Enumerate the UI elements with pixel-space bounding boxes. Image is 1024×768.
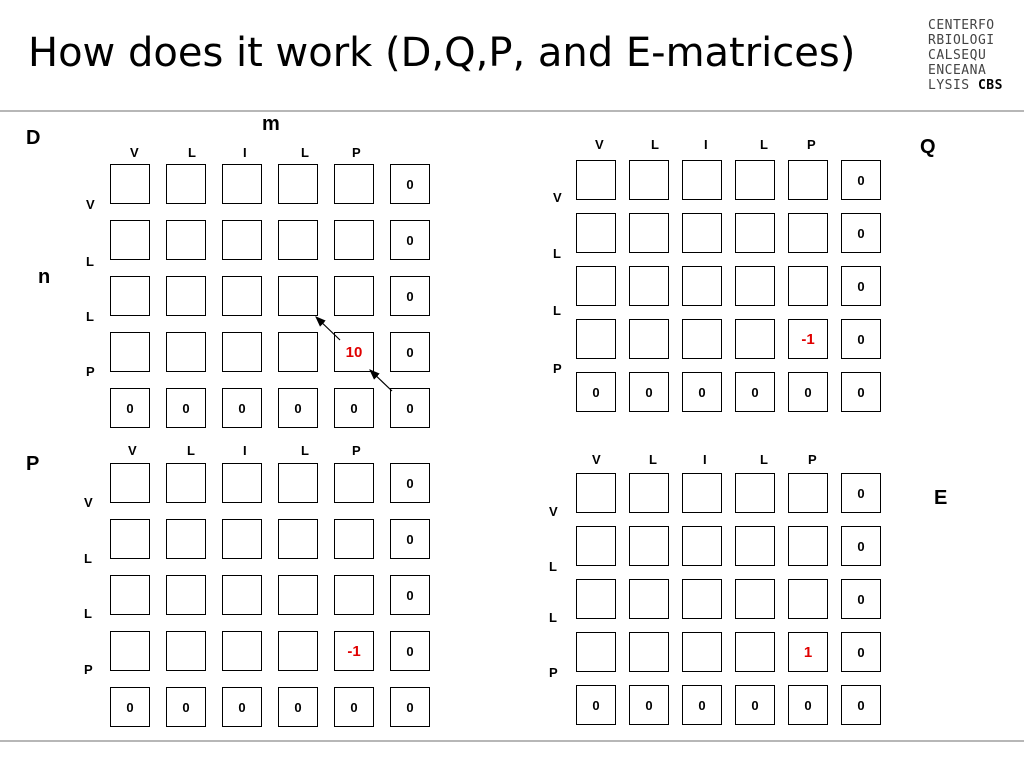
axis-label-n: n bbox=[38, 266, 51, 288]
matrix-cell: 0 bbox=[390, 631, 430, 671]
matrix-cell bbox=[110, 332, 150, 372]
matrix-cell bbox=[110, 276, 150, 316]
matrix-cell: 0 bbox=[629, 372, 669, 412]
matrix-cell bbox=[110, 220, 150, 260]
matrix-cell: -1 bbox=[334, 631, 374, 671]
matrix-cell bbox=[222, 276, 262, 316]
matrix-cell bbox=[682, 213, 722, 253]
row-header: L bbox=[549, 559, 557, 574]
column-header: L bbox=[760, 452, 768, 467]
column-header: P bbox=[352, 145, 361, 160]
matrix-cell bbox=[788, 473, 828, 513]
matrix-cell bbox=[334, 575, 374, 615]
matrix-cell: 0 bbox=[390, 463, 430, 503]
logo-line: CENTERFO bbox=[928, 18, 995, 33]
axis-label-m: m bbox=[262, 113, 280, 135]
logo-text: LYSIS bbox=[928, 78, 978, 93]
top-divider bbox=[0, 110, 1024, 112]
matrix-cell bbox=[576, 579, 616, 619]
logo-line: CALSEQU bbox=[928, 48, 987, 63]
matrix-cell: 0 bbox=[841, 213, 881, 253]
cbs-logo bbox=[928, 18, 1003, 93]
column-header: I bbox=[704, 137, 708, 152]
matrix-cell bbox=[166, 631, 206, 671]
matrix-cell bbox=[222, 463, 262, 503]
matrix-cell bbox=[110, 631, 150, 671]
column-header: P bbox=[808, 452, 817, 467]
matrix-cell: 0 bbox=[390, 519, 430, 559]
row-header: L bbox=[86, 309, 94, 324]
matrix-cell bbox=[166, 575, 206, 615]
matrix-name-d: D bbox=[26, 127, 41, 149]
matrix-cell bbox=[735, 266, 775, 306]
matrix-cell bbox=[629, 579, 669, 619]
matrix-cell bbox=[682, 579, 722, 619]
matrix-cell: 0 bbox=[841, 319, 881, 359]
row-header: V bbox=[549, 504, 558, 519]
matrix-cell bbox=[576, 266, 616, 306]
matrix-cell bbox=[576, 526, 616, 566]
matrix-cell bbox=[682, 473, 722, 513]
matrix-cell bbox=[166, 519, 206, 559]
matrix-cell bbox=[682, 319, 722, 359]
matrix-cell: 0 bbox=[735, 685, 775, 725]
matrix-cell bbox=[629, 213, 669, 253]
matrix-cell bbox=[222, 631, 262, 671]
matrix-cell bbox=[735, 213, 775, 253]
matrix-cell bbox=[788, 160, 828, 200]
matrix-cell bbox=[222, 164, 262, 204]
matrix-cell: 0 bbox=[110, 687, 150, 727]
matrix-cell bbox=[788, 266, 828, 306]
row-header: V bbox=[84, 495, 93, 510]
row-header: P bbox=[84, 662, 93, 677]
column-header: L bbox=[187, 443, 195, 458]
matrix-cell: 10 bbox=[334, 332, 374, 372]
matrix-cell bbox=[278, 276, 318, 316]
matrix-cell bbox=[110, 519, 150, 559]
matrix-cell bbox=[788, 526, 828, 566]
matrix-cell bbox=[278, 631, 318, 671]
column-header: L bbox=[188, 145, 196, 160]
matrix-cell bbox=[629, 319, 669, 359]
matrix-cell: 0 bbox=[841, 473, 881, 513]
row-header: L bbox=[549, 610, 557, 625]
column-header: P bbox=[807, 137, 816, 152]
matrix-cell bbox=[222, 519, 262, 559]
matrix-cell bbox=[278, 164, 318, 204]
matrix-cell bbox=[166, 332, 206, 372]
matrix-cell bbox=[334, 276, 374, 316]
matrix-cell bbox=[682, 526, 722, 566]
column-header: L bbox=[760, 137, 768, 152]
slide-title: How does it work (D,Q,P, and E-matrices) bbox=[28, 30, 856, 76]
matrix-cell: 0 bbox=[334, 687, 374, 727]
matrix-cell: 0 bbox=[841, 685, 881, 725]
matrix-cell bbox=[334, 463, 374, 503]
row-header: L bbox=[86, 254, 94, 269]
logo-line: ENCEANA bbox=[928, 63, 987, 78]
matrix-cell bbox=[788, 213, 828, 253]
matrix-cell bbox=[788, 579, 828, 619]
column-header: V bbox=[595, 137, 604, 152]
logo-line bbox=[928, 78, 1003, 93]
column-header: V bbox=[592, 452, 601, 467]
column-header: L bbox=[301, 145, 309, 160]
row-header: P bbox=[553, 361, 562, 376]
matrix-cell bbox=[278, 463, 318, 503]
matrix-cell: 0 bbox=[390, 687, 430, 727]
matrix-cell bbox=[334, 164, 374, 204]
matrix-cell: 0 bbox=[334, 388, 374, 428]
matrix-cell: 0 bbox=[110, 388, 150, 428]
row-header: L bbox=[553, 246, 561, 261]
matrix-name-q: Q bbox=[920, 136, 936, 158]
matrix-cell bbox=[334, 220, 374, 260]
matrix-cell: -1 bbox=[788, 319, 828, 359]
matrix-cell bbox=[110, 164, 150, 204]
matrix-cell: 0 bbox=[390, 575, 430, 615]
matrix-cell bbox=[682, 266, 722, 306]
matrix-cell bbox=[222, 332, 262, 372]
matrix-cell bbox=[682, 632, 722, 672]
row-header: P bbox=[86, 364, 95, 379]
matrix-cell bbox=[166, 463, 206, 503]
matrix-cell bbox=[222, 220, 262, 260]
matrix-cell: 0 bbox=[682, 685, 722, 725]
matrix-cell bbox=[278, 220, 318, 260]
matrix-cell bbox=[110, 575, 150, 615]
matrix-cell: 0 bbox=[576, 685, 616, 725]
row-header: V bbox=[553, 190, 562, 205]
matrix-cell bbox=[166, 220, 206, 260]
matrix-cell: 0 bbox=[841, 266, 881, 306]
row-header: P bbox=[549, 665, 558, 680]
matrix-cell bbox=[629, 526, 669, 566]
column-header: L bbox=[301, 443, 309, 458]
matrix-cell bbox=[629, 266, 669, 306]
row-header: L bbox=[84, 551, 92, 566]
matrix-cell: 0 bbox=[166, 687, 206, 727]
matrix-cell bbox=[576, 213, 616, 253]
matrix-cell bbox=[682, 160, 722, 200]
matrix-cell: 0 bbox=[278, 687, 318, 727]
row-header: L bbox=[84, 606, 92, 621]
matrix-cell bbox=[735, 319, 775, 359]
column-header: I bbox=[243, 443, 247, 458]
matrix-cell: 0 bbox=[390, 332, 430, 372]
matrix-cell bbox=[576, 319, 616, 359]
column-header: L bbox=[651, 137, 659, 152]
matrix-cell: 0 bbox=[390, 388, 430, 428]
matrix-cell: 0 bbox=[278, 388, 318, 428]
column-header: I bbox=[703, 452, 707, 467]
matrix-cell bbox=[735, 579, 775, 619]
column-header: V bbox=[128, 443, 137, 458]
matrix-cell bbox=[735, 160, 775, 200]
row-header: L bbox=[553, 303, 561, 318]
column-header: P bbox=[352, 443, 361, 458]
matrix-cell: 0 bbox=[841, 160, 881, 200]
matrix-cell bbox=[629, 473, 669, 513]
column-header: I bbox=[243, 145, 247, 160]
matrix-cell bbox=[576, 160, 616, 200]
matrix-cell bbox=[576, 632, 616, 672]
matrix-cell bbox=[334, 519, 374, 559]
matrix-cell: 0 bbox=[788, 685, 828, 725]
bottom-divider bbox=[0, 740, 1024, 742]
matrix-cell bbox=[576, 473, 616, 513]
matrix-cell bbox=[629, 632, 669, 672]
logo-line: RBIOLOGI bbox=[928, 33, 995, 48]
matrix-cell: 0 bbox=[390, 164, 430, 204]
matrix-cell bbox=[278, 332, 318, 372]
matrix-cell: 0 bbox=[735, 372, 775, 412]
matrix-cell bbox=[735, 526, 775, 566]
matrix-name-e: E bbox=[934, 487, 948, 509]
matrix-cell: 0 bbox=[629, 685, 669, 725]
matrix-cell bbox=[278, 519, 318, 559]
matrix-cell bbox=[629, 160, 669, 200]
logo-cbs: CBS bbox=[977, 78, 1003, 93]
matrix-cell: 0 bbox=[788, 372, 828, 412]
matrix-cell: 0 bbox=[841, 579, 881, 619]
matrix-cell: 0 bbox=[841, 372, 881, 412]
matrix-cell: 0 bbox=[390, 220, 430, 260]
matrix-cell: 0 bbox=[222, 388, 262, 428]
column-header: L bbox=[649, 452, 657, 467]
matrix-cell bbox=[222, 575, 262, 615]
matrix-cell: 0 bbox=[222, 687, 262, 727]
matrix-cell: 0 bbox=[841, 526, 881, 566]
matrix-cell bbox=[166, 276, 206, 316]
matrix-cell: 0 bbox=[576, 372, 616, 412]
matrix-cell bbox=[278, 575, 318, 615]
matrix-cell bbox=[735, 473, 775, 513]
matrix-cell: 0 bbox=[682, 372, 722, 412]
row-header: V bbox=[86, 197, 95, 212]
matrix-name-p: P bbox=[26, 453, 40, 475]
matrix-cell bbox=[735, 632, 775, 672]
matrix-cell: 0 bbox=[841, 632, 881, 672]
column-header: V bbox=[130, 145, 139, 160]
matrix-cell bbox=[110, 463, 150, 503]
matrix-cell: 0 bbox=[166, 388, 206, 428]
matrix-cell bbox=[166, 164, 206, 204]
matrix-cell: 0 bbox=[390, 276, 430, 316]
matrix-cell: 1 bbox=[788, 632, 828, 672]
